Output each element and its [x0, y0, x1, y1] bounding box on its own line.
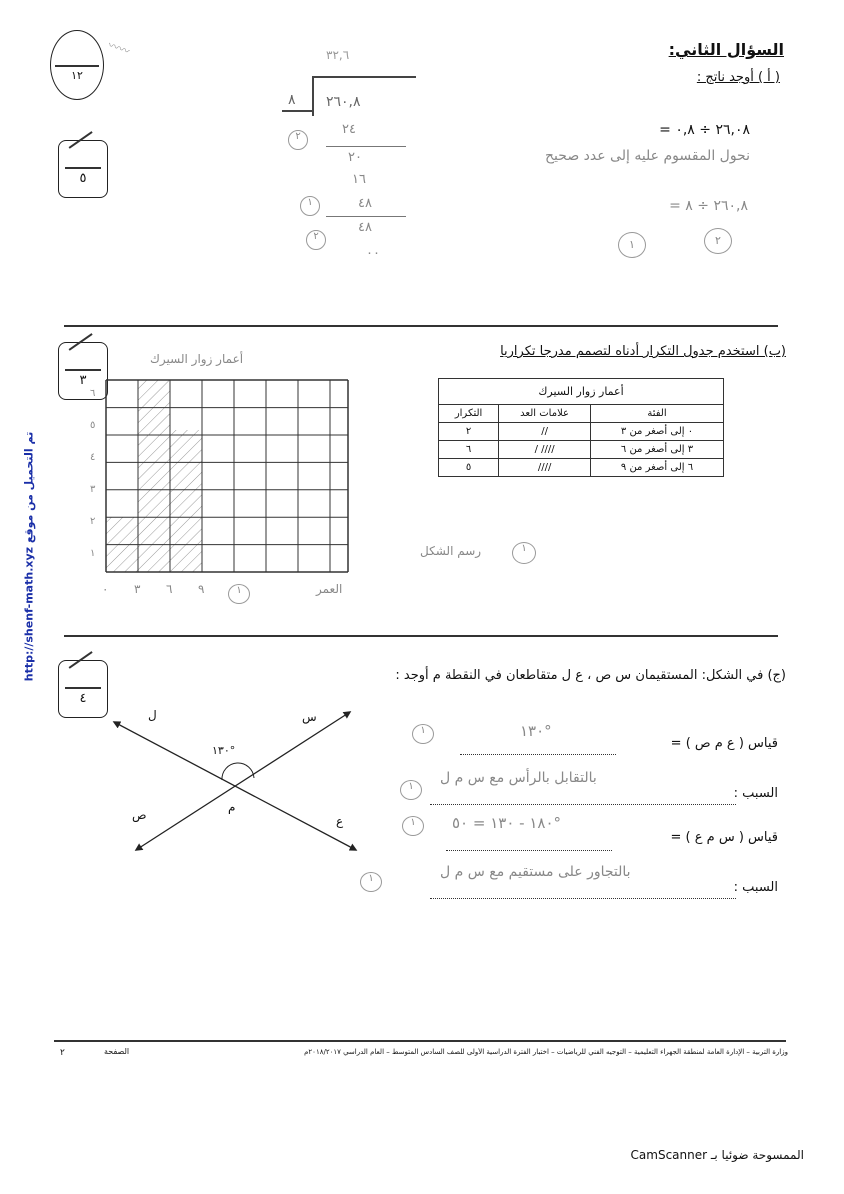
y-label-3: ٣: [90, 484, 96, 495]
point-ain: ع: [336, 814, 344, 828]
circle-mark: ١: [412, 724, 434, 744]
circle-mark: ٢: [288, 130, 308, 150]
q1-label: قياس ( ع م ص ) =: [670, 736, 778, 751]
y-label-6: ٦: [90, 388, 96, 399]
y-label-1: ١: [90, 548, 96, 559]
cell-class: ٦ إلى أصغر من ٩: [591, 459, 724, 477]
q1-answer: ١٣٠°: [520, 722, 552, 740]
side-url: http://shenf-math.xyz تم التحميل من موقع: [22, 431, 36, 682]
score-oval: [50, 30, 104, 100]
handwritten-note: نحول المقسوم عليه إلى عدد صحيح: [545, 148, 750, 164]
cell-tally: //: [499, 423, 591, 441]
frequency-table: [438, 378, 724, 477]
q1-answer-line: [460, 740, 616, 755]
r1-answer: بالتقابل بالرأس مع س م ل: [440, 770, 597, 786]
q2-answer: ١٨٠ - ١٣٠ = ٥٠°: [452, 814, 562, 832]
point-m: م: [228, 800, 236, 814]
x-axis-label: العمر: [316, 582, 343, 596]
cell-tally: //// /: [499, 441, 591, 459]
table-title: أعمار زوار السيرك: [439, 379, 724, 405]
cell-freq: ٢: [439, 423, 499, 441]
division-work: ٨ ٢٦٠,٨ ٣٢,٦ ٢٤ ٢٠ ١٦ ٤٨ ٤٨ ٠٠: [282, 70, 432, 290]
table-row: [439, 441, 724, 459]
y-label-5: ٥: [90, 420, 96, 431]
circle-mark: ١: [400, 780, 422, 800]
part-a-label: ( أ ) أوجد ناتج :: [696, 70, 780, 85]
r1-answer-line: [430, 790, 736, 805]
footer-text: وزارة التربية – الإدارة العامة لمنطقة الجهراء التعليمية – التوجيه الفني للرياضيات – اختبار الفترة الدراسية الأولى للصف السادس المتوسط – العام الدراسي ٢٠١٨/٢٠١٧م: [304, 1048, 788, 1056]
circle-mark: ٢: [704, 228, 732, 254]
r2-answer-line: [430, 884, 736, 899]
division-expression: ٢٦,٠٨ ÷ ٠,٨ =: [659, 122, 750, 138]
histogram-bar: [138, 380, 170, 572]
pencil-scribble: 〰〰: [106, 38, 132, 59]
handwritten-result: ٢٦٠,٨ ÷ ٨ =: [669, 198, 748, 214]
cell-tally: ////: [499, 459, 591, 477]
angle-label: ١٣٠°: [212, 744, 236, 757]
footer-page-num: ٢: [60, 1048, 65, 1058]
reason-label-1: السبب :: [733, 786, 778, 801]
point-s: س: [302, 710, 317, 724]
marks-box-b: ٣: [58, 342, 108, 400]
camscanner-watermark: الممسوحة ضوئيا بـ CamScanner: [630, 1148, 804, 1162]
marks-box-a: ٥: [58, 140, 108, 198]
histogram-grid: [98, 372, 354, 580]
cell-class: ٠ إلى أصغر من ٣: [591, 423, 724, 441]
circle-mark: ١: [512, 542, 536, 564]
part-c-instruction: (ج) في الشكل: المستقيمان س ص ، ع ل متقاطعان في النقطة م أوجد :: [395, 668, 786, 683]
circle-mark: ١: [228, 584, 250, 604]
intersecting-lines-figure: [104, 700, 366, 860]
cell-freq: ٥: [439, 459, 499, 477]
marks-box-c: ٤: [58, 660, 108, 718]
x-label-3: ٣: [134, 582, 141, 596]
x-label-0: ٠: [102, 582, 109, 596]
point-l: ل: [148, 708, 157, 722]
reason-label-2: السبب :: [733, 880, 778, 895]
circle-mark: ١: [618, 232, 646, 258]
col-header: الفئة: [591, 405, 724, 423]
x-label-6: ٦: [166, 582, 173, 596]
footer-rule: [54, 1040, 786, 1042]
histogram-bar: [170, 430, 202, 572]
circle-mark: ١: [360, 872, 382, 892]
graph-title: أعمار زوار السيرك: [150, 352, 244, 366]
x-label-9: ٩: [198, 582, 205, 596]
circle-mark: ١: [300, 196, 320, 216]
note-draw: رسم الشكل: [420, 544, 482, 558]
table-row: [439, 459, 724, 477]
cell-freq: ٦: [439, 441, 499, 459]
col-header: التكرار: [439, 405, 499, 423]
y-label-4: ٤: [90, 452, 96, 463]
col-header: علامات العد: [499, 405, 591, 423]
y-label-2: ٢: [90, 516, 96, 527]
circle-mark: ١: [402, 816, 424, 836]
q2-answer-line: [446, 836, 612, 851]
circle-mark: ٢: [306, 230, 326, 250]
part-b-instruction: (ب) استخدم جدول التكرار أدناه لتصمم مدرجا تكراريا: [500, 344, 786, 359]
point-sad: ص: [132, 808, 147, 822]
footer-page-label: الصفحة: [104, 1047, 130, 1056]
r2-answer: بالتجاور على مستقيم مع س م ل: [440, 864, 631, 880]
divider: [64, 325, 778, 327]
table-row: [439, 423, 724, 441]
divider: [64, 635, 778, 637]
q2-label: قياس ( س م ع ) =: [670, 830, 778, 845]
cell-class: ٣ إلى أصغر من ٦: [591, 441, 724, 459]
question-title: السؤال الثاني:: [668, 40, 784, 59]
score-total: ١٢: [71, 69, 83, 82]
